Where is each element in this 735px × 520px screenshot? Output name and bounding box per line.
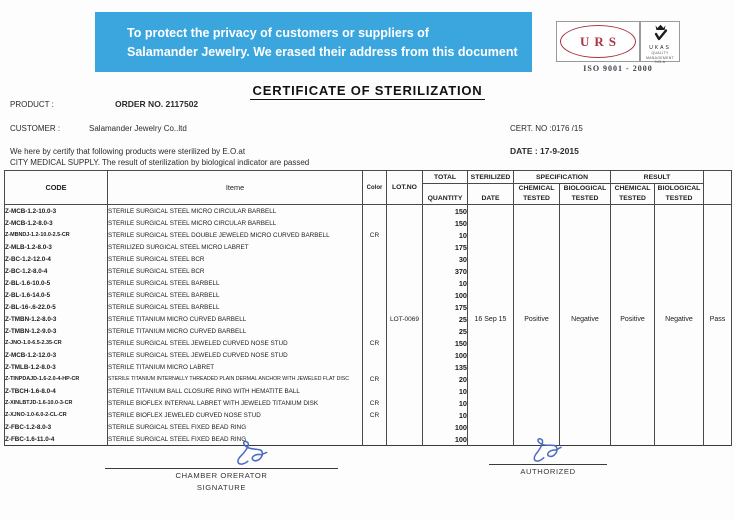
cell-spec-chemical xyxy=(514,325,560,337)
cell-item: STERILE SURGICAL STEEL FIXED BEAD RING xyxy=(108,433,363,446)
tested-label: TESTED xyxy=(523,195,550,202)
certify-statement-line1: We here by certify that following products were sterilized by E.O.at xyxy=(10,147,246,156)
table-row xyxy=(5,337,732,349)
cell-spec-chemical xyxy=(514,373,560,385)
cell-result-chemical xyxy=(611,337,655,349)
cell-result-chemical xyxy=(611,265,655,277)
table-row xyxy=(5,205,732,218)
tested-label: TESTED xyxy=(619,195,646,202)
cell-result-chemical xyxy=(611,325,655,337)
table-row xyxy=(5,301,732,313)
table-row xyxy=(5,313,732,325)
cell-lot-no xyxy=(387,349,423,361)
ukas-logo xyxy=(640,21,680,62)
cell-result-chemical xyxy=(611,433,655,446)
cell-total-quantity: 135 xyxy=(423,361,468,373)
cell-result-chemical xyxy=(611,289,655,301)
cell-result-chemical xyxy=(611,277,655,289)
cell-total-quantity: 150 xyxy=(423,217,468,229)
cell-lot-no xyxy=(387,433,423,446)
cell-color xyxy=(363,205,387,218)
table-row xyxy=(5,229,732,241)
cell-item: STERILE SURGICAL STEEL MICRO CIRCULAR BARBELL xyxy=(108,217,363,229)
customer-value: Salamander Jewelry Co..ltd xyxy=(89,124,187,133)
cell-code: Z-XJNO-1.0-6.0-2-CL-CR xyxy=(5,409,108,421)
cell-overall-result xyxy=(704,205,732,218)
cell-sterilized-date xyxy=(468,325,514,337)
cell-result-chemical xyxy=(611,217,655,229)
cell-code: Z-MBNDJ-1.2-10.0-2.5-CR xyxy=(5,229,108,241)
signature-label: SIGNATURE xyxy=(196,483,247,492)
cell-code: Z-MCB-1.2-10.0-3 xyxy=(5,205,108,218)
cell-item: STERILE SURGICAL STEEL BCR xyxy=(108,265,363,277)
cell-sterilized-date xyxy=(468,301,514,313)
chamber-operator-label: CHAMBER ORERATOR xyxy=(175,471,268,480)
col-header-item: Iteme xyxy=(108,171,363,205)
cell-spec-biological xyxy=(560,301,611,313)
cell-color xyxy=(363,265,387,277)
table-row xyxy=(5,289,732,301)
col-header-sterilized: STERILIZED xyxy=(468,171,514,184)
cell-color xyxy=(363,217,387,229)
cell-total-quantity: 25 xyxy=(423,313,468,325)
cell-color xyxy=(363,349,387,361)
cell-color xyxy=(363,433,387,446)
table-row xyxy=(5,397,732,409)
cell-sterilized-date xyxy=(468,241,514,253)
col-header-color: Color xyxy=(363,171,387,205)
chemical-label: CHEMICAL xyxy=(518,185,555,193)
cell-total-quantity: 175 xyxy=(423,301,468,313)
cell-spec-biological xyxy=(560,241,611,253)
cell-color: CR xyxy=(363,397,387,409)
cell-spec-biological xyxy=(560,289,611,301)
cell-overall-result xyxy=(704,229,732,241)
ukas-number-text: 043-A xyxy=(654,60,666,64)
cell-result-biological xyxy=(655,241,704,253)
cell-result-biological xyxy=(655,253,704,265)
cell-item: STERILE BIOFLEX INTERNAL LABRET WITH JEWELED TITANIUM DISK xyxy=(108,397,363,409)
cell-spec-biological xyxy=(560,277,611,289)
cell-total-quantity: 30 xyxy=(423,253,468,265)
cell-spec-chemical xyxy=(514,385,560,397)
cell-code: Z-MLB-1.2-8.0-3 xyxy=(5,241,108,253)
cell-result-chemical xyxy=(611,421,655,433)
cell-result-chemical xyxy=(611,349,655,361)
cell-overall-result xyxy=(704,241,732,253)
cell-spec-chemical xyxy=(514,301,560,313)
table-row xyxy=(5,433,732,446)
cell-item: STERILE TITANIUM MICRO CURVED BARBELL xyxy=(108,325,363,337)
cell-result-biological xyxy=(655,349,704,361)
cell-overall-result xyxy=(704,397,732,409)
cell-code: Z-TMBN-1.2-8.0-3 xyxy=(5,313,108,325)
urs-logo-text: URS xyxy=(579,33,621,49)
cell-sterilized-date xyxy=(468,205,514,218)
cell-total-quantity: 10 xyxy=(423,277,468,289)
cell-result-biological xyxy=(655,229,704,241)
cell-spec-biological xyxy=(560,385,611,397)
cell-overall-result xyxy=(704,265,732,277)
cell-total-quantity: 10 xyxy=(423,397,468,409)
col-header-blank xyxy=(704,171,732,205)
cell-lot-no: LOT-0069 xyxy=(387,313,423,325)
cell-sterilized-date xyxy=(468,217,514,229)
cell-sterilized-date xyxy=(468,409,514,421)
cell-overall-result xyxy=(704,349,732,361)
group-header-specification: SPECIFICATION xyxy=(514,171,611,184)
col-header-lot-no: LOT.NO xyxy=(387,171,423,205)
authorized-label: AUTHORIZED xyxy=(520,467,576,476)
group-header-result: RESULT xyxy=(611,171,704,184)
cell-color xyxy=(363,241,387,253)
cell-item: STERILE SURGICAL STEEL BARBELL xyxy=(108,289,363,301)
cell-sterilized-date xyxy=(468,349,514,361)
cell-result-biological xyxy=(655,217,704,229)
cell-code: Z-BL-1.6-14.0-5 xyxy=(5,289,108,301)
cell-result-biological xyxy=(655,301,704,313)
cell-spec-chemical xyxy=(514,229,560,241)
cell-result-chemical xyxy=(611,397,655,409)
cell-overall-result xyxy=(704,337,732,349)
cell-sterilized-date: 16 Sep 15 xyxy=(468,313,514,325)
cell-result-biological xyxy=(655,397,704,409)
product-label: PRODUCT : xyxy=(10,100,54,109)
table-body xyxy=(5,205,732,446)
cell-spec-chemical: Positive xyxy=(514,313,560,325)
cell-spec-biological: Negative xyxy=(560,313,611,325)
cell-spec-chemical xyxy=(514,265,560,277)
table-row xyxy=(5,385,732,397)
cell-lot-no xyxy=(387,265,423,277)
ukas-management-text: MANAGEMENT xyxy=(645,55,675,60)
cell-lot-no xyxy=(387,409,423,421)
cell-item: STERILE SURGICAL STEEL MICRO CIRCULAR BARBELL xyxy=(108,205,363,218)
cell-code: Z-MCB-1.2-8.0-3 xyxy=(5,217,108,229)
cell-total-quantity: 25 xyxy=(423,325,468,337)
col-header-total: TOTAL xyxy=(423,171,468,184)
cell-color xyxy=(363,385,387,397)
cell-total-quantity: 100 xyxy=(423,289,468,301)
cell-lot-no xyxy=(387,385,423,397)
cell-spec-chemical xyxy=(514,205,560,218)
cell-lot-no xyxy=(387,289,423,301)
cell-code: Z-JNO-1.0-6.5-2.35-CR xyxy=(5,337,108,349)
cell-total-quantity: 10 xyxy=(423,385,468,397)
cell-result-biological xyxy=(655,421,704,433)
cell-spec-biological xyxy=(560,349,611,361)
cell-sterilized-date xyxy=(468,397,514,409)
cell-total-quantity: 10 xyxy=(423,229,468,241)
cell-result-chemical xyxy=(611,373,655,385)
cell-result-biological xyxy=(655,373,704,385)
cell-sterilized-date xyxy=(468,421,514,433)
table-row xyxy=(5,409,732,421)
cell-lot-no xyxy=(387,361,423,373)
cell-result-chemical xyxy=(611,253,655,265)
cell-color xyxy=(363,253,387,265)
cell-result-chemical xyxy=(611,385,655,397)
cell-code: Z-MCB-1.2-12.0-3 xyxy=(5,349,108,361)
cell-item: STERILE SURGICAL STEEL BCR xyxy=(108,253,363,265)
cell-result-biological xyxy=(655,361,704,373)
cell-color xyxy=(363,421,387,433)
col-header-spec-biological xyxy=(560,184,611,205)
cell-result-chemical xyxy=(611,301,655,313)
cell-item: STERILE SURGICAL STEEL BARBELL xyxy=(108,277,363,289)
cell-lot-no xyxy=(387,277,423,289)
cell-overall-result xyxy=(704,409,732,421)
cell-spec-chemical xyxy=(514,349,560,361)
cell-result-biological xyxy=(655,337,704,349)
cell-sterilized-date xyxy=(468,265,514,277)
cell-code: Z-FBC-1.6-11.0-4 xyxy=(5,433,108,446)
sterilization-table xyxy=(4,170,732,446)
cell-code: Z-BC-1.2-12.0-4 xyxy=(5,253,108,265)
cell-overall-result xyxy=(704,433,732,446)
cell-result-biological xyxy=(655,433,704,446)
cell-overall-result xyxy=(704,217,732,229)
cell-spec-biological xyxy=(560,361,611,373)
cell-code: Z-BL-1.6-10.0-5 xyxy=(5,277,108,289)
chamber-operator-signature-line xyxy=(105,468,338,469)
table-row xyxy=(5,421,732,433)
cell-overall-result xyxy=(704,361,732,373)
cell-color: CR xyxy=(363,229,387,241)
cell-overall-result xyxy=(704,373,732,385)
col-header-code: CODE xyxy=(5,171,108,205)
cell-code: Z-TINPDAJD-1.6-2.0-4-HP-CR xyxy=(5,373,108,385)
cell-item: STERILIZED SURGICAL STEEL MICRO LABRET xyxy=(108,241,363,253)
cell-item: STERILE TITANIUM MICRO CURVED BARBELL xyxy=(108,313,363,325)
cell-spec-chemical xyxy=(514,289,560,301)
table-row xyxy=(5,373,732,385)
cell-result-chemical xyxy=(611,229,655,241)
cell-result-biological xyxy=(655,385,704,397)
cell-item: STERILE SURGICAL STEEL JEWELED CURVED NOSE STUD xyxy=(108,337,363,349)
table-row xyxy=(5,325,732,337)
cell-lot-no xyxy=(387,241,423,253)
cell-spec-chemical xyxy=(514,421,560,433)
cell-lot-no xyxy=(387,373,423,385)
cell-sterilized-date xyxy=(468,385,514,397)
chamber-operator-signature-icon xyxy=(228,438,272,468)
authorized-signature-line xyxy=(489,464,607,465)
cell-spec-chemical xyxy=(514,397,560,409)
table-row xyxy=(5,217,732,229)
cell-color xyxy=(363,289,387,301)
cell-overall-result xyxy=(704,421,732,433)
ukas-logo-text: UKAS xyxy=(649,45,671,51)
cell-total-quantity: 100 xyxy=(423,433,468,446)
cert-number: CERT. NO :0176 /15 xyxy=(510,124,583,133)
tested-label: TESTED xyxy=(665,195,693,202)
cell-color xyxy=(363,361,387,373)
cell-spec-biological xyxy=(560,397,611,409)
cell-sterilized-date xyxy=(468,433,514,446)
biological-label: BIOLOGICAL xyxy=(563,185,607,193)
cell-sterilized-date xyxy=(468,289,514,301)
cell-total-quantity: 100 xyxy=(423,421,468,433)
cell-lot-no xyxy=(387,301,423,313)
cell-spec-chemical xyxy=(514,217,560,229)
cell-spec-biological xyxy=(560,433,611,446)
table-row xyxy=(5,361,732,373)
privacy-banner-line1: To protect the privacy of customers or suppliers of xyxy=(127,26,429,40)
certify-statement-line2: CITY MEDICAL SUPPLY. The result of sterilization by biological indicator are passed xyxy=(10,158,310,167)
cell-color: CR xyxy=(363,373,387,385)
table-row xyxy=(5,241,732,253)
cell-spec-chemical xyxy=(514,361,560,373)
product-value: ORDER NO. 2117502 xyxy=(115,99,199,109)
cell-spec-biological xyxy=(560,373,611,385)
ukas-crown-check-icon xyxy=(653,24,668,41)
page-title: CERTIFICATE OF STERILIZATION xyxy=(250,83,486,100)
cell-lot-no xyxy=(387,421,423,433)
cell-item: STERILE TITANIUM MICRO LABRET xyxy=(108,361,363,373)
cell-code: Z-BL-16-.6-22.0-5 xyxy=(5,301,108,313)
cell-spec-biological xyxy=(560,217,611,229)
cell-color: CR xyxy=(363,409,387,421)
table-header xyxy=(5,171,732,205)
table-row xyxy=(5,265,732,277)
cell-spec-chemical xyxy=(514,253,560,265)
urs-logo xyxy=(556,21,640,62)
cell-code: Z-XINLBTJD-1.6-10.0-3-CR xyxy=(5,397,108,409)
cell-lot-no xyxy=(387,253,423,265)
cell-item: STERILE SURGICAL STEEL BARBELL xyxy=(108,301,363,313)
cell-item: STERILE TITANIUM BALL CLOSURE RING WITH HEMATITE BALL xyxy=(108,385,363,397)
cell-result-biological xyxy=(655,277,704,289)
cell-spec-biological xyxy=(560,325,611,337)
cell-overall-result xyxy=(704,253,732,265)
table-row xyxy=(5,277,732,289)
cell-result-chemical xyxy=(611,361,655,373)
cell-spec-biological xyxy=(560,337,611,349)
privacy-banner xyxy=(95,12,532,72)
cell-color xyxy=(363,301,387,313)
cell-total-quantity: 370 xyxy=(423,265,468,277)
col-header-quantity: QUANTITY xyxy=(423,184,468,205)
cell-code: Z-TBCH-1.6-8.0-4 xyxy=(5,385,108,397)
iso-certification-text: ISO 9001 - 2000 xyxy=(583,64,653,73)
cell-lot-no xyxy=(387,217,423,229)
cell-code: Z-BC-1.2-8.0-4 xyxy=(5,265,108,277)
cell-result-chemical xyxy=(611,409,655,421)
cell-spec-biological xyxy=(560,205,611,218)
cell-overall-result xyxy=(704,289,732,301)
cell-overall-result xyxy=(704,277,732,289)
cell-lot-no xyxy=(387,325,423,337)
cell-result-biological xyxy=(655,265,704,277)
cell-total-quantity: 175 xyxy=(423,241,468,253)
biological-label: BIOLOGICAL xyxy=(657,185,701,193)
cell-code: Z-TMLB-1.2-8.0-3 xyxy=(5,361,108,373)
cell-lot-no xyxy=(387,229,423,241)
cell-total-quantity: 10 xyxy=(423,409,468,421)
cell-total-quantity: 20 xyxy=(423,373,468,385)
cell-color xyxy=(363,325,387,337)
cell-sterilized-date xyxy=(468,361,514,373)
certificate-date: DATE : 17-9-2015 xyxy=(510,146,579,156)
cell-item: STERILE SURGICAL STEEL FIXED BEAD RING xyxy=(108,421,363,433)
cell-spec-chemical xyxy=(514,241,560,253)
cell-item: STERILE SURGICAL STEEL JEWELED CURVED NOSE STUD xyxy=(108,349,363,361)
cell-sterilized-date xyxy=(468,337,514,349)
cell-color xyxy=(363,313,387,325)
table-row xyxy=(5,349,732,361)
cell-overall-result xyxy=(704,301,732,313)
cell-code: Z-TMBN-1.2-9.0-3 xyxy=(5,325,108,337)
cell-overall-result xyxy=(704,385,732,397)
chemical-label: CHEMICAL xyxy=(614,185,651,193)
cell-color xyxy=(363,277,387,289)
cell-overall-result xyxy=(704,325,732,337)
cell-result-chemical xyxy=(611,241,655,253)
cell-sterilized-date xyxy=(468,253,514,265)
cell-spec-chemical xyxy=(514,277,560,289)
cell-lot-no xyxy=(387,397,423,409)
cell-item: STERILE BIOFLEX JEWELED CURVED NOSE STUD xyxy=(108,409,363,421)
cell-item: STERILE TITANIUM INTERNALLY THREADED PLAIN DERMAL ANCHOR WITH JEWELED FLAT DISC xyxy=(108,373,363,385)
cell-sterilized-date xyxy=(468,373,514,385)
cell-sterilized-date xyxy=(468,277,514,289)
cell-spec-chemical xyxy=(514,337,560,349)
cell-spec-biological xyxy=(560,253,611,265)
cell-total-quantity: 100 xyxy=(423,349,468,361)
cell-item: STERILE SURGICAL STEEL DOUBLE JEWELED MICRO CURVED BARBELL xyxy=(108,229,363,241)
cell-code: Z-FBC-1.2-8.0-3 xyxy=(5,421,108,433)
cell-spec-biological xyxy=(560,421,611,433)
cell-lot-no xyxy=(387,205,423,218)
col-header-date: DATE xyxy=(468,184,514,205)
cell-result-biological: Negative xyxy=(655,313,704,325)
col-header-spec-chemical xyxy=(514,184,560,205)
cell-overall-result: Pass xyxy=(704,313,732,325)
cell-spec-biological xyxy=(560,265,611,277)
privacy-banner-line2: Salamander Jewelry. We erased their address from this document xyxy=(127,45,518,60)
cell-result-chemical: Positive xyxy=(611,313,655,325)
cell-result-biological xyxy=(655,325,704,337)
cell-spec-biological xyxy=(560,229,611,241)
cell-lot-no xyxy=(387,337,423,349)
cell-result-chemical xyxy=(611,205,655,218)
col-header-result-biological xyxy=(655,184,704,205)
cell-result-biological xyxy=(655,205,704,218)
cell-result-biological xyxy=(655,289,704,301)
col-header-result-chemical xyxy=(611,184,655,205)
table-row xyxy=(5,253,732,265)
cell-spec-biological xyxy=(560,409,611,421)
cell-sterilized-date xyxy=(468,229,514,241)
cell-total-quantity: 150 xyxy=(423,205,468,218)
cell-color: CR xyxy=(363,337,387,349)
customer-label: CUSTOMER : xyxy=(10,124,61,133)
authorized-signature-icon xyxy=(524,435,566,464)
tested-label: TESTED xyxy=(571,195,599,202)
cell-total-quantity: 150 xyxy=(423,337,468,349)
ukas-quality-text: QUALITY xyxy=(651,51,669,55)
urs-oval-icon xyxy=(560,25,636,58)
cell-spec-chemical xyxy=(514,409,560,421)
cell-result-biological xyxy=(655,409,704,421)
